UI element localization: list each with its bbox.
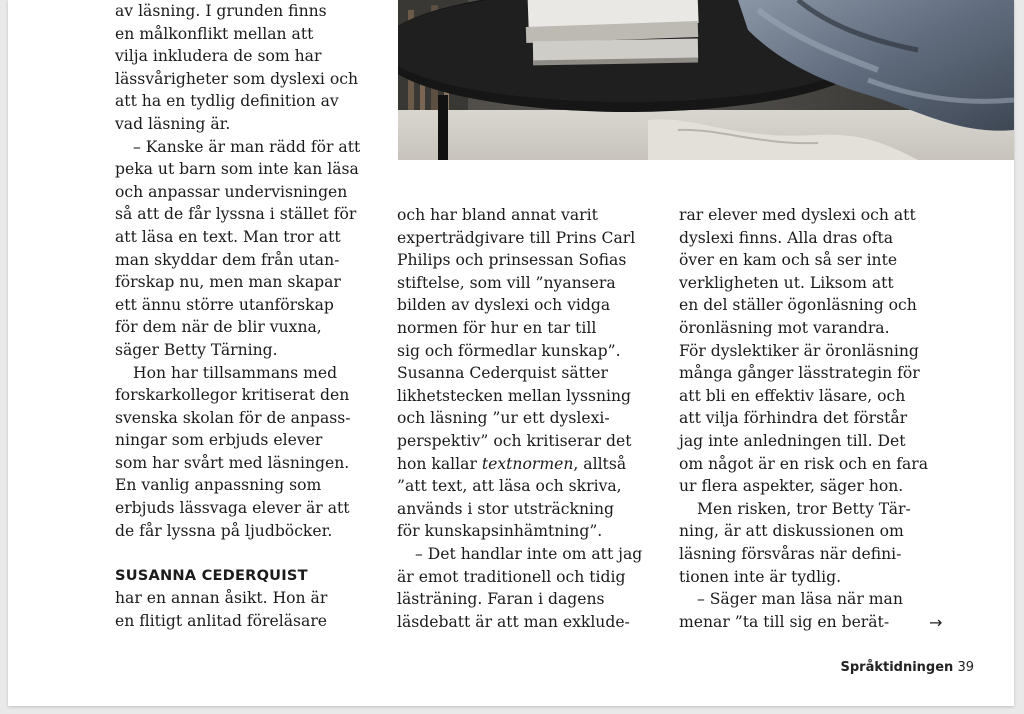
text-line: perspektiv” och kritiserar det bbox=[397, 431, 632, 450]
text-line: att bli en effektiv läsare, och bbox=[679, 386, 906, 405]
text-column-1 bbox=[115, 0, 360, 633]
text-line: menar ”ta till sig en berät- bbox=[679, 612, 890, 631]
text-line: Men risken, tror Betty Tär- bbox=[697, 499, 911, 518]
text-line: För dyslektiker är öronläsning bbox=[679, 341, 919, 360]
text-column-3 bbox=[679, 204, 928, 633]
text-line: likhetstecken mellan lyssning bbox=[397, 386, 632, 405]
text-line: att läsa en text. Man tror att bbox=[115, 227, 341, 246]
text-line: peka ut barn som inte kan läsa bbox=[115, 160, 359, 179]
text-line: används i stor utsträckning bbox=[397, 499, 615, 518]
text-line: lästräning. Faran i dagens bbox=[397, 590, 605, 609]
text-line: – Det handlar inte om att jag bbox=[415, 544, 643, 563]
text-column-2 bbox=[397, 204, 642, 633]
text-line: rar elever med dyslexi och att bbox=[679, 206, 916, 224]
text-line: – Kanske är man rädd för att bbox=[133, 137, 361, 156]
text-line: Hon har tillsammans med bbox=[133, 363, 338, 382]
text-line: så att de får lyssna i stället för bbox=[115, 205, 357, 224]
text-line: man skyddar dem från utan- bbox=[115, 250, 340, 269]
text-line: som har svårt med läsningen. bbox=[115, 453, 350, 472]
text-line: att ha en tydlig definition av bbox=[115, 92, 339, 111]
text-line: tionen inte är tydlig. bbox=[679, 567, 842, 586]
text-line: ur flera aspekter, säger hon. bbox=[679, 477, 904, 496]
text-line: forskarkollegor kritiserat den bbox=[115, 386, 350, 405]
text-line: de får lyssna på ljudböcker. bbox=[115, 521, 333, 540]
text-line: en målkonflikt mellan att bbox=[115, 24, 314, 43]
text-line: dyslexi finns. Alla dras ofta bbox=[679, 228, 894, 247]
text-line: säger Betty Tärning. bbox=[115, 340, 278, 359]
paragraph-gap bbox=[115, 542, 360, 565]
text-line: förskap nu, men man skapar bbox=[115, 273, 341, 292]
text-line: lässvårigheter som dyslexi och bbox=[115, 69, 359, 88]
magazine-name: Språktidningen bbox=[840, 660, 954, 675]
text-line: erbjuds lässvaga elever är att bbox=[115, 499, 350, 518]
page-number: 39 bbox=[957, 660, 974, 675]
text-line: ningar som erbjuds elever bbox=[115, 431, 323, 450]
text-line: – Säger man läsa när man bbox=[697, 590, 903, 609]
text-line: ning, är att diskussionen om bbox=[679, 522, 904, 541]
text-line: och anpassar undervisningen bbox=[115, 182, 348, 201]
text-line: En vanlig anpassning som bbox=[115, 476, 322, 495]
text-line: normen för hur en tar till bbox=[397, 318, 597, 337]
text-line: verkligheten ut. Liksom att bbox=[679, 273, 894, 292]
text-line: en del ställer ögonläsning och bbox=[679, 296, 917, 315]
text-line: Susanna Cederquist sätter bbox=[397, 364, 608, 383]
text-line: läsning försvåras när defini- bbox=[679, 544, 902, 563]
text-line: öronläsning mot varandra. bbox=[679, 318, 890, 337]
text-line: och läsning ”ur ett dyslexi- bbox=[397, 409, 610, 428]
text-fragment: , alltså bbox=[573, 454, 627, 473]
text-line: om något är en risk och en fara bbox=[679, 454, 929, 473]
text-line: att vilja förhindra det förstår bbox=[679, 409, 908, 428]
page-footer bbox=[840, 660, 974, 675]
text-line: bilden av dyslexi och vidga bbox=[397, 296, 611, 315]
text-line: stiftelse, som vill ”nyansera bbox=[397, 273, 616, 292]
text-line: svenska skolan för de anpass- bbox=[115, 408, 351, 427]
text-fragment: hon kallar bbox=[397, 454, 482, 473]
text-line: en flitigt anlitad föreläsare bbox=[115, 612, 328, 631]
photo-illustration bbox=[398, 0, 1014, 160]
text-line: har en annan åsikt. Hon är bbox=[115, 589, 328, 608]
italic-term: textnormen bbox=[481, 454, 574, 473]
text-line: vilja inkludera de som har bbox=[115, 47, 322, 66]
text-line: sig och förmedlar kunskap”. bbox=[397, 341, 621, 360]
text-line: över en kam och så ser inte bbox=[679, 251, 898, 270]
article-photo bbox=[398, 0, 1014, 160]
text-line: är emot traditionell och tidig bbox=[397, 567, 626, 586]
text-line: läsdebatt är att man exklude- bbox=[397, 612, 630, 631]
text-line: och har bland annat varit bbox=[397, 206, 598, 224]
text-line: Philips och prinsessan Sofias bbox=[397, 251, 627, 270]
text-line: för dem när de blir vuxna, bbox=[115, 318, 322, 337]
text-line: jag inte anledningen till. Det bbox=[679, 431, 906, 450]
continue-arrow-icon: → bbox=[929, 613, 943, 632]
text-line: ett ännu större utanförskap bbox=[115, 295, 334, 314]
text-line: av läsning. I grunden finns bbox=[115, 2, 327, 20]
text-line: många gånger lässtrategin för bbox=[679, 364, 920, 383]
text-line-mixed bbox=[397, 453, 642, 476]
text-line: vad läsning är. bbox=[115, 114, 231, 133]
text-line: experträdgivare till Prins Carl bbox=[397, 228, 636, 247]
magazine-page bbox=[8, 0, 1014, 706]
text-line: ”att text, att läsa och skriva, bbox=[397, 477, 622, 496]
section-lead-name: SUSANNA CEDERQUIST bbox=[115, 566, 308, 584]
text-line: för kunskapsinhämtning”. bbox=[397, 522, 603, 541]
